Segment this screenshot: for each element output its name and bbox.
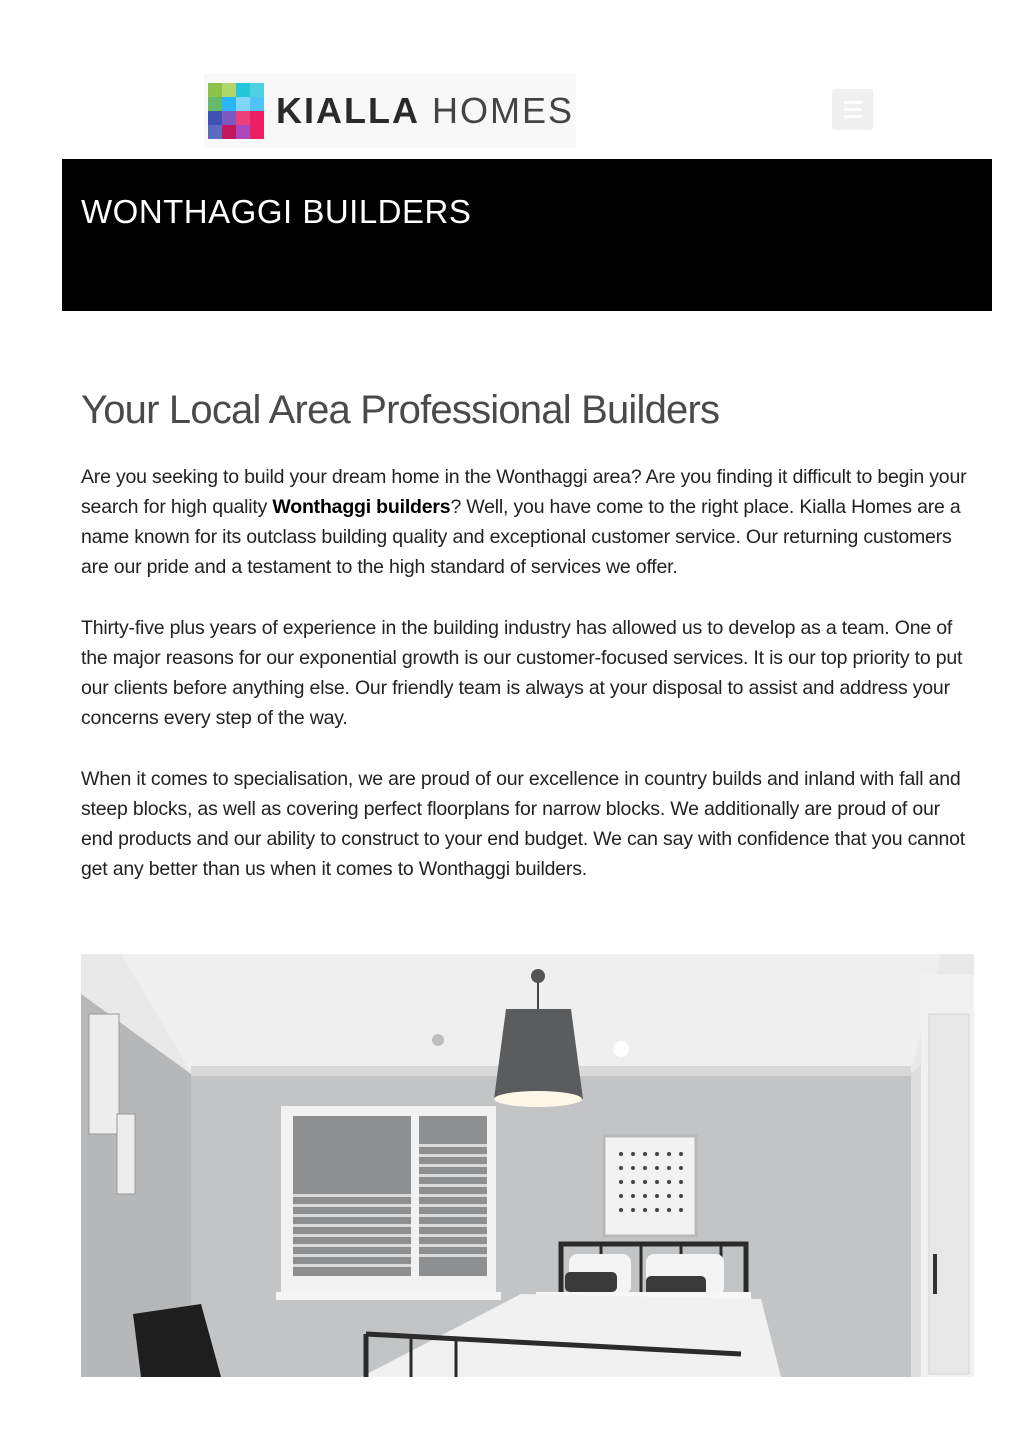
intro-text-before: Are you seeking to build your dream home in the Wonthaggi area? Are you finding it difficult to begin your search for high quality (81, 466, 967, 518)
wonthaggi-builders-link[interactable]: Wonthaggi builders (272, 496, 451, 518)
bedroom-photo (81, 954, 974, 1377)
section-heading: Your Local Area Professional Builders (81, 388, 720, 432)
specialisation-paragraph: When it comes to specialisation, we are proud of our excellence in country builds and inland with fall and steep blocks, as well as covering perfect floorplans for narrow blocks. We additionally are proud of our end products and our ability to construct to your end budget. We can say with confidence that you cannot get any better than us when it comes to Wonthaggi builders. (81, 768, 965, 880)
page-title: WONTHAGGI BUILDERS (81, 193, 472, 230)
experience-paragraph: Thirty-five plus years of experience in the building industry has allowed us to develop as a team. One of the major reasons for our exponential growth is our customer-focused services. It is our top priority to put our clients before anything else. Our friendly team is always at your disposal to assist and address your concerns every step of the way. (81, 617, 963, 729)
logo-mosaic-icon (208, 83, 264, 139)
site-logo[interactable] (204, 74, 576, 148)
page-banner (62, 159, 992, 311)
logo-suffix: HOMES (432, 90, 575, 131)
logo-wordmark (276, 90, 574, 132)
logo-brand: KIALLA (276, 90, 420, 131)
hamburger-menu-icon[interactable] (832, 89, 873, 130)
intro-paragraph (81, 462, 976, 582)
intro-text-after: ? Well, you have come to the right place. Kialla Homes are a name known for its outclass building quality and exceptional customer service. Our returning customers are our pride and a testament to the high standard of services we offer. (81, 496, 961, 578)
